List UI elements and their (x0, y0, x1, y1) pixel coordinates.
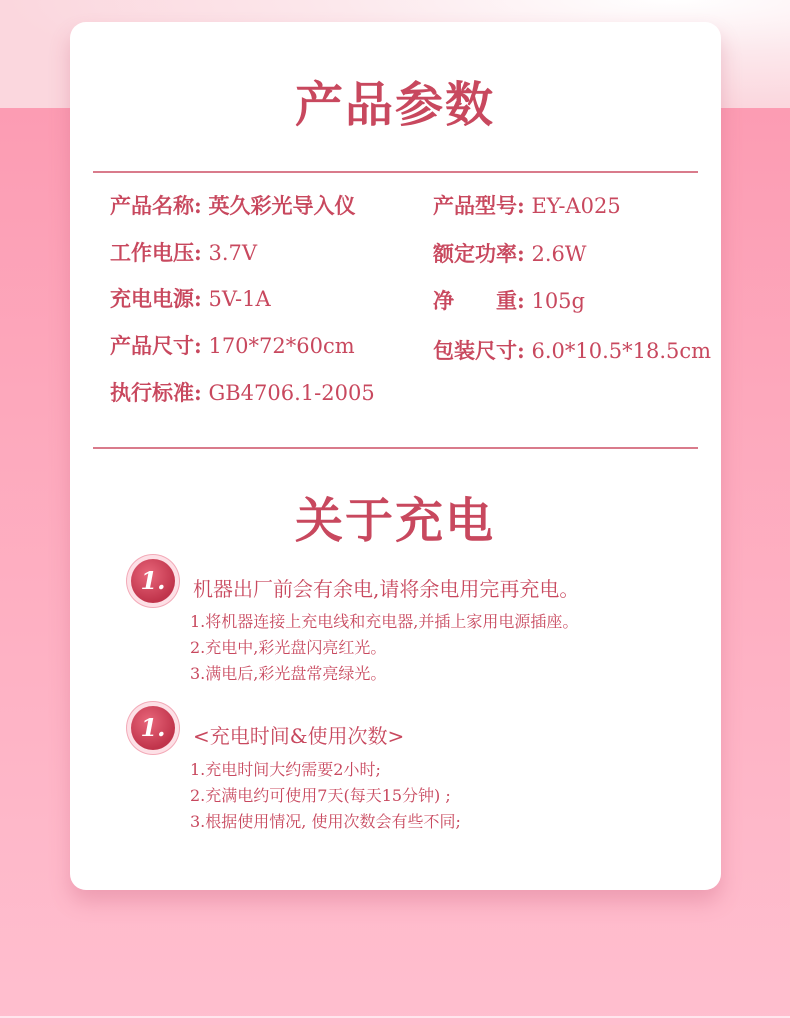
charging-section-line: 3.满电后,彩光盘常亮绿光。 (190, 664, 387, 683)
charging-section-line: 1.将机器连接上充电线和充电器,并插上家用电源插座。 (190, 612, 579, 631)
spec-row-net-weight (433, 285, 585, 315)
params-bottom-rule (93, 447, 698, 449)
spec-value: 3.7V (208, 241, 258, 265)
spec-value: EY-A025 (531, 194, 621, 218)
charging-section-heading: <充电时间&使用次数> (193, 724, 405, 748)
charging-section-heading: 机器出厂前会有余电,请将余电用完再充电。 (193, 577, 580, 601)
spec-label: 产品型号: (433, 193, 525, 218)
spec-value: 170*72*60cm (208, 334, 355, 358)
spec-row-model (433, 190, 621, 220)
charging-section-line: 3.根据使用情况, 使用次数会有些不同; (190, 812, 461, 831)
spec-row-product-name (110, 190, 355, 220)
charging-section-line: 2.充满电约可使用7天(每天15分钟) ; (190, 786, 451, 805)
charging-title: 关于充电 (294, 493, 495, 549)
params-title: 产品参数 (294, 77, 495, 133)
spec-value: 英久彩光导入仪 (208, 193, 356, 218)
spec-label: 包装尺寸: (433, 338, 525, 363)
params-top-rule (93, 171, 698, 173)
charging-section-line: 2.充电中,彩光盘闪亮红光。 (190, 638, 387, 657)
spec-row-product-size (110, 330, 355, 360)
step-badge: 1. (131, 706, 175, 750)
spec-row-voltage (110, 237, 257, 267)
spec-row-package-size (433, 335, 711, 365)
content-card (70, 22, 721, 890)
spec-value: 6.0*10.5*18.5cm (531, 339, 712, 363)
spec-value: GB4706.1-2005 (208, 381, 375, 405)
spec-label: 净 重: (433, 288, 525, 313)
spec-row-standard (110, 377, 375, 407)
spec-value: 2.6W (531, 242, 587, 266)
spec-label: 产品尺寸: (110, 333, 202, 358)
spec-label: 工作电压: (110, 240, 202, 265)
spec-value: 5V-1A (208, 287, 271, 311)
spec-row-power-supply (110, 283, 271, 313)
spec-value: 105g (531, 289, 585, 313)
bottom-divider-line (0, 1016, 790, 1018)
spec-label: 执行标准: (110, 380, 202, 405)
spec-label: 产品名称: (110, 193, 202, 218)
charging-section-line: 1.充电时间大约需要2小时; (190, 760, 381, 779)
spec-row-rated-power (433, 238, 586, 268)
spec-label: 充电电源: (110, 286, 202, 311)
step-badge: 1. (131, 559, 175, 603)
spec-label: 额定功率: (433, 241, 525, 266)
